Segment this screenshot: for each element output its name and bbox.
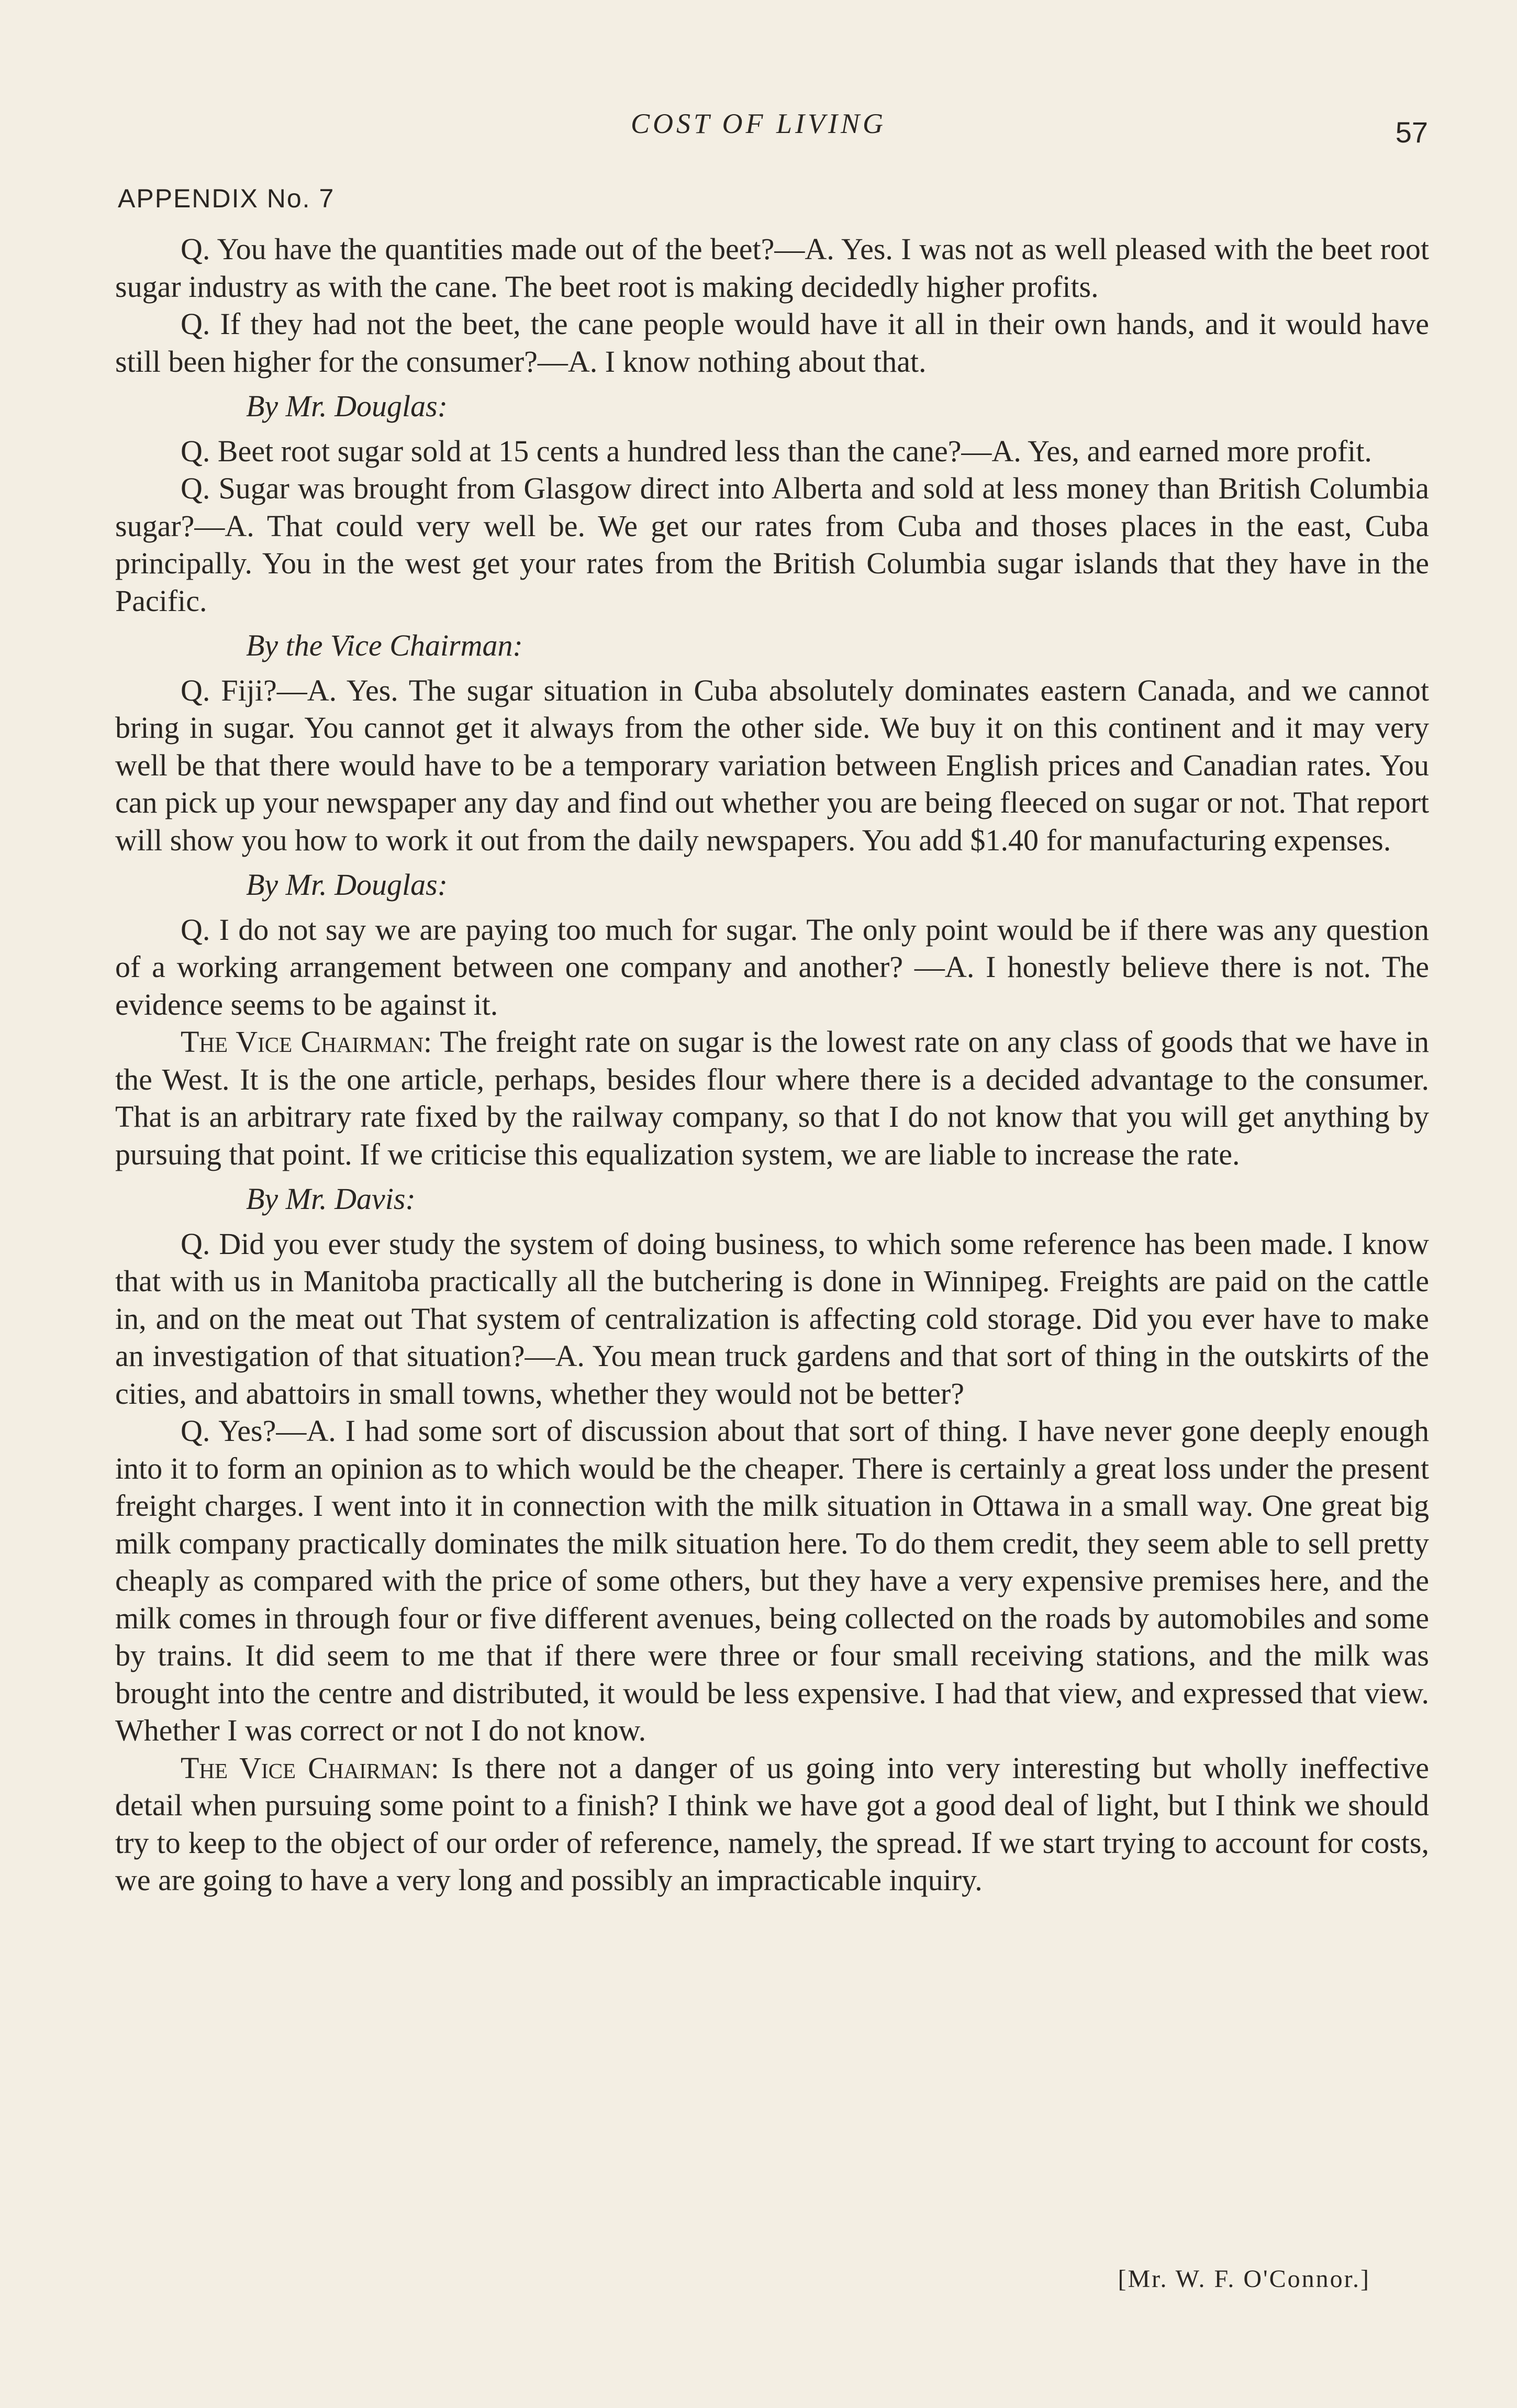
body-text (115, 230, 1429, 1899)
speaker-heading: By the Vice Chairman: (246, 628, 523, 662)
page-number: 57 (1395, 116, 1428, 149)
speaker-paragraph (115, 1023, 1429, 1173)
speaker-name: The Vice Chairman (181, 1750, 431, 1785)
paragraph: Q. Did you ever study the system of doing business, to which some reference has been made. I know that with us in Manitoba practically all the butchering is done in Winnipeg. Freights are paid on the cattle in, and on the meat out That system of centralization is affecting cold storage. Did you ever have to make an investigation of that situation?—A. You mean truck gardens and that sort of thing in the outskirts of the cities, and abattoirs in small towns, whether they would not be better? (115, 1226, 1429, 1411)
paragraph: Q. Sugar was brought from Glasgow direct into Alberta and sold at less money than British Columbia sugar?—A. That could very well be. We get our rates from Cuba and thoses places in the east, Cuba principally. You in the west get your rates from the British Columbia sugar islands that they have in the Pacific. (115, 471, 1429, 618)
running-title: COST OF LIVING (630, 108, 887, 139)
paragraph: Q. You have the quantities made out of the beet?—A. Yes. I was not as well pleased with the beet root sugar industry as with the cane. The beet root is making decidedly higher profits. (115, 232, 1429, 304)
speaker-heading: By Mr. Davis: (246, 1182, 416, 1216)
speaker-text: : Is there not a danger of us going into very interesting but wholly ineffective detail when pursuing some point to a finish? I think we have got a good deal of light, but I think we should try to keep to the object of our order of reference, namely, the spread. If we start trying to account for costs, we are going to have a very long and possibly an impracticable inquiry. (115, 1750, 1429, 1897)
paragraph: Q. Fiji?—A. Yes. The sugar situation in Cuba absolutely dominates eastern Canada, and we cannot bring in sugar. You cannot get it always from the other side. We buy it on this continent and it may very well be that there would have to be a temporary variation between English prices and Canadian rates. You can pick up your newspaper any day and find out whether you are being fleeced on sugar or not. That report will show you how to work it out from the daily newspapers. You add $1.40 for manufacturing expenses. (115, 673, 1429, 857)
paragraph: Q. If they had not the beet, the cane people would have it all in their own hands, and it would have still been higher for the consumer?—A. I know nothing about that. (115, 307, 1429, 379)
paragraph: Q. Beet root sugar sold at 15 cents a hundred less than the cane?—A. Yes, and earned more profit. (181, 434, 1372, 468)
speaker-heading: By Mr. Douglas: (246, 389, 448, 423)
paragraph: Q. Yes?—A. I had some sort of discussion about that sort of thing. I have never gone deeply enough into it to form an opinion as to which would be the cheaper. There is certainly a great loss under the present freight charges. I went into it in connection with the milk situation in Ottawa in a small way. One great big milk company practically dominates the milk situation here. To do them credit, they seem able to sell pretty cheaply as compared with the price of some others, but they have a very expensive premises here, and the milk comes in through four or five different avenues, being collected on the roads by automobiles and some by trains. It did seem to me that if there were three or four small receiving stations, and the milk was brought into the centre and distributed, it would be less expensive. I had that view, and expressed that view. Whether I was correct or not I do not know. (115, 1414, 1429, 1747)
paragraph: Q. I do not say we are paying too much for sugar. The only point would be if there was any question of a working arrangement between one company and another? —A. I honestly believe there is not. The evidence seems to be against it. (115, 912, 1429, 1022)
appendix-label: APPENDIX No. 7 (118, 184, 335, 213)
footer-reference: [Mr. W. F. O'Connor.] (1118, 2265, 1370, 2293)
speaker-name: The Vice Chairman (181, 1025, 424, 1059)
speaker-heading: By Mr. Douglas: (246, 868, 448, 902)
speaker-paragraph (115, 1749, 1429, 1899)
speaker-text: : The freight rate on sugar is the lowest rate on any class of goods that we have in the West. It is the one article, perhaps, besides flour where there is a decided advantage to the consumer. That is an arbitrary rate fixed by the railway company, so that I do not know that you will get anything by pursuing that point. If we criticise this equalization system, we are liable to increase the rate. (115, 1025, 1430, 1171)
